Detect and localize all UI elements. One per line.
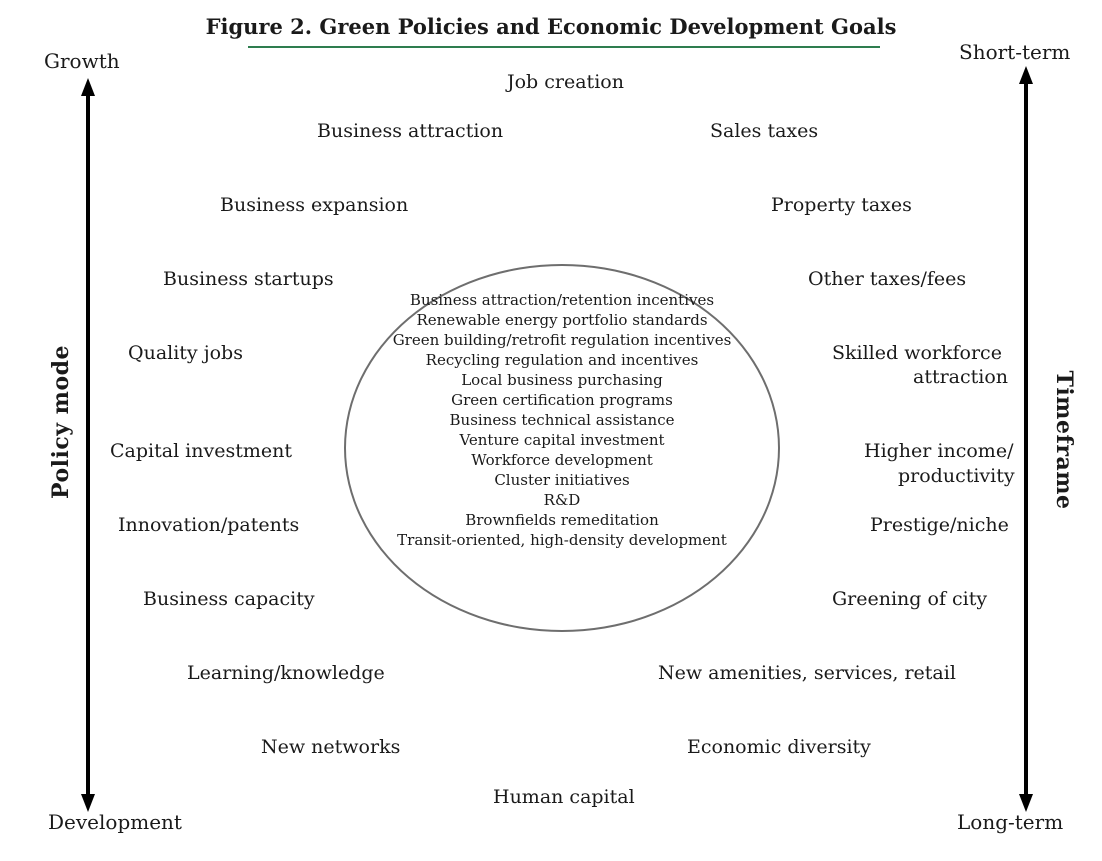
policy-item: Renewable energy portfolio standards [416, 311, 708, 329]
goal-business-expansion: Business expansion [220, 194, 409, 216]
policy-item: R&D [543, 491, 581, 509]
goal-business-capacity: Business capacity [143, 588, 315, 610]
goal-greening-of-city: Greening of city [832, 588, 988, 610]
policy-item: Venture capital investment [459, 431, 665, 449]
goal-prestige-niche: Prestige/niche [870, 514, 1009, 536]
goal-capital-investment: Capital investment [110, 440, 292, 462]
growth-label: Growth [44, 49, 120, 73]
goal-higher-income-line2: productivity [898, 465, 1015, 487]
policy-item: Recycling regulation and incentives [425, 351, 699, 369]
goal-business-startups: Business startups [163, 268, 334, 290]
policy-item: Green certification programs [451, 391, 673, 409]
goal-skilled-workforce-line2: attraction [913, 366, 1009, 388]
goal-learning-knowledge: Learning/knowledge [187, 662, 385, 684]
goal-property-taxes: Property taxes [771, 194, 912, 216]
goal-innovation-patents: Innovation/patents [118, 514, 300, 536]
policy-item: Local business purchasing [461, 371, 663, 389]
goal-job-creation: Job creation [507, 71, 624, 93]
policy-item: Business attraction/retention incentives [409, 291, 715, 309]
short-term-label: Short-term [959, 40, 1071, 64]
goal-sales-taxes: Sales taxes [710, 120, 819, 142]
figure-title: Figure 2. Green Policies and Economic Development Goals [205, 14, 897, 39]
green-policies-list [344, 290, 780, 550]
policy-item: Workforce development [471, 451, 653, 469]
goal-other-taxes-fees: Other taxes/fees [808, 268, 967, 290]
goal-skilled-workforce-line1: Skilled workforce [832, 342, 1002, 364]
policy-item: Transit-oriented, high-density development [397, 531, 727, 549]
goal-business-attraction: Business attraction [317, 120, 504, 142]
goal-economic-diversity: Economic diversity [687, 736, 871, 758]
policy-item: Green building/retrofit regulation incentives [392, 331, 732, 349]
goal-quality-jobs: Quality jobs [128, 342, 243, 364]
policy-mode-axis-label: Policy mode [48, 344, 74, 500]
goal-new-amenities: New amenities, services, retail [658, 662, 956, 684]
development-label: Development [48, 810, 182, 834]
goal-higher-income-line1: Higher income/ [864, 440, 1014, 462]
policy-item: Brownfields remeditation [465, 511, 659, 529]
goal-human-capital: Human capital [493, 786, 635, 808]
policy-mode-arrow [81, 78, 95, 812]
policy-item: Cluster initiatives [494, 471, 630, 489]
timeframe-axis-label: Timeframe [1051, 370, 1077, 510]
goal-new-networks: New networks [261, 736, 401, 758]
timeframe-arrow [1019, 66, 1033, 812]
policy-item: Business technical assistance [449, 411, 675, 429]
long-term-label: Long-term [957, 810, 1064, 834]
